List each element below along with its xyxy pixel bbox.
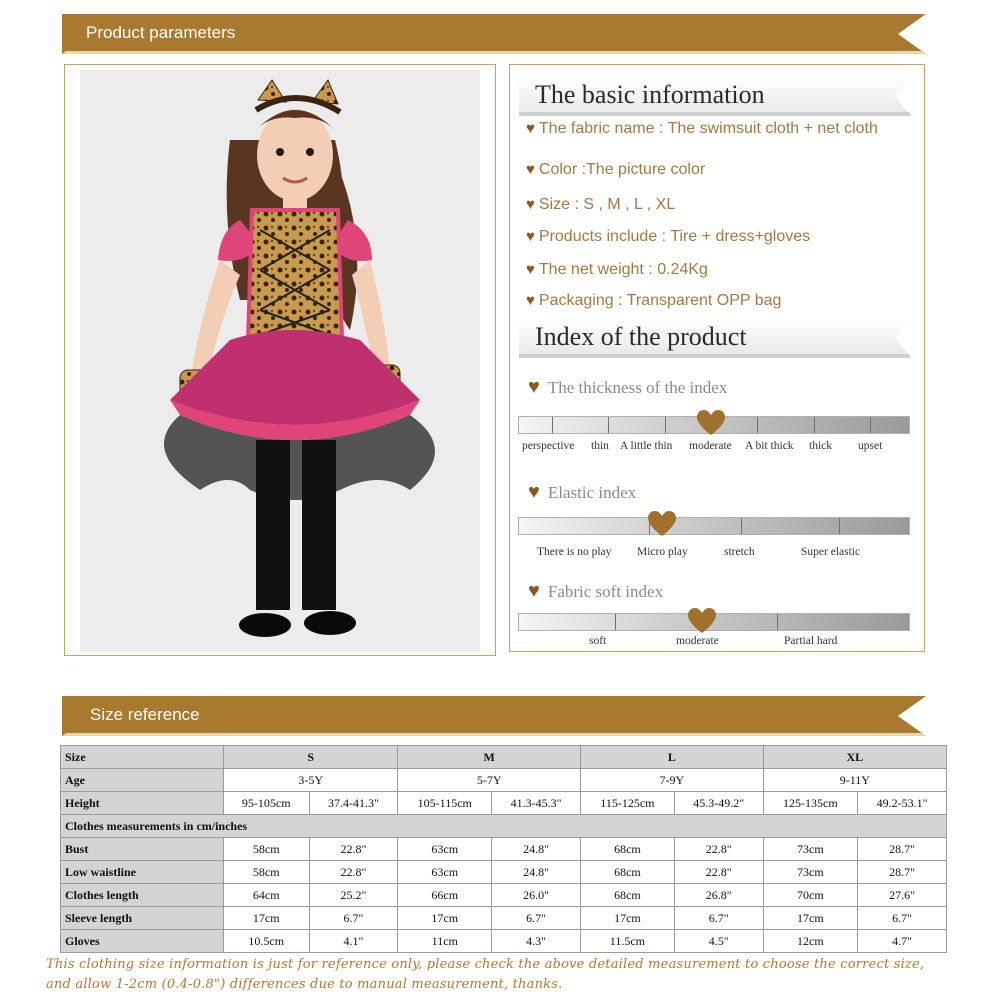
table-cell: 45.3-49.2" (674, 792, 763, 815)
table-cell: 24.8" (492, 861, 581, 884)
table-cell: 28.7" (858, 838, 947, 861)
soft-label-soft: soft (589, 635, 607, 647)
row-label: Bust (61, 838, 224, 861)
table-cell: 6.7" (858, 907, 947, 930)
info-color: ♥ Color :The picture color (526, 161, 706, 178)
thickness-label-thick: thick (809, 440, 832, 452)
thickness-label-upset: upset (858, 440, 883, 452)
basic-info-heading (519, 76, 911, 116)
table-cell: 22.8" (674, 861, 763, 884)
row-label: Size (61, 746, 224, 769)
table-cell: 115-125cm (581, 792, 675, 815)
table-cell: 4.7" (858, 930, 947, 953)
heart-icon: ♥ (528, 376, 540, 398)
scale-tick (870, 417, 871, 433)
table-cell: 66cm (398, 884, 492, 907)
scale-tick (552, 417, 553, 433)
table-cell: 70cm (763, 884, 857, 907)
table-cell: 12cm (763, 930, 857, 953)
info-includes: ♥ Products include : Tire + dress+gloves (526, 228, 811, 245)
table-cell: 41.3-45.3" (492, 792, 581, 815)
heart-icon: ♥ (526, 120, 535, 137)
banner-title: Size reference (90, 705, 200, 724)
table-cell: 7-9Y (581, 769, 764, 792)
table-cell: 22.8" (309, 838, 398, 861)
row-label: Age (61, 769, 224, 792)
scale-tick (615, 614, 616, 630)
table-cell: 28.7" (858, 861, 947, 884)
table-row-section (61, 815, 947, 838)
heart-icon: ♥ (528, 481, 540, 503)
row-label: Sleeve length (61, 907, 224, 930)
table-cell: 73cm (763, 838, 857, 861)
thickness-marker-heart-icon (697, 410, 725, 436)
heart-icon: ♥ (526, 196, 535, 213)
info-frame (509, 64, 925, 652)
table-cell: 6.7" (309, 907, 398, 930)
table-cell: 6.7" (492, 907, 581, 930)
table-cell: 63cm (398, 838, 492, 861)
scale-tick (839, 518, 840, 534)
size-reference-banner (62, 696, 926, 736)
index-title: Index of the product (535, 322, 747, 351)
table-row-low-waistline (61, 861, 947, 884)
info-weight: ♥ The net weight : 0.24Kg (526, 261, 708, 278)
table-row-height (61, 792, 947, 815)
soft-label-partial-hard: Partial hard (784, 635, 838, 647)
elastic-marker-heart-icon (648, 511, 676, 537)
table-cell: 24.8" (492, 838, 581, 861)
table-cell: 25.2" (309, 884, 398, 907)
elastic-scale-bar (518, 517, 910, 535)
table-cell: 58cm (224, 861, 310, 884)
thickness-label-thin: thin (591, 440, 609, 452)
table-cell: 22.8" (674, 838, 763, 861)
table-cell: 17cm (398, 907, 492, 930)
scale-tick (741, 518, 742, 534)
table-cell: 5-7Y (398, 769, 581, 792)
table-cell: 17cm (581, 907, 675, 930)
elastic-index-title: ♥ Elastic index (528, 481, 637, 503)
size-cell: M (398, 746, 581, 769)
size-cell: XL (763, 746, 946, 769)
table-cell: 22.8" (309, 861, 398, 884)
thickness-label-moderate: moderate (689, 440, 732, 452)
heart-icon: ♥ (526, 261, 535, 278)
table-cell: 68cm (581, 838, 675, 861)
scale-tick (777, 614, 778, 630)
girl-costume-illustration (80, 70, 480, 652)
table-row-bust (61, 838, 947, 861)
size-cell: L (581, 746, 764, 769)
thickness-label-perspective: perspective (522, 440, 575, 452)
table-cell: 63cm (398, 861, 492, 884)
elastic-label-stretch: stretch (724, 546, 755, 558)
size-table (60, 745, 947, 953)
scale-tick (665, 417, 666, 433)
size-cell: S (224, 746, 398, 769)
thickness-label-little-thin: A little thin (620, 440, 673, 452)
table-cell: 3-5Y (224, 769, 398, 792)
info-size: ♥ Size : S , M , L , XL (526, 196, 676, 213)
table-cell: 125-135cm (763, 792, 857, 815)
table-cell: 68cm (581, 884, 675, 907)
table-cell: 95-105cm (224, 792, 310, 815)
row-label: Gloves (61, 930, 224, 953)
heart-icon: ♥ (528, 580, 540, 602)
thickness-label-bit-thick: A bit thick (745, 440, 794, 452)
info-fabric: ♥ The fabric name : The swimsuit cloth + net cloth (526, 120, 878, 137)
table-cell: 6.7" (674, 907, 763, 930)
table-cell: 17cm (224, 907, 310, 930)
table-cell: 27.6" (858, 884, 947, 907)
scale-tick (608, 417, 609, 433)
table-cell: 11cm (398, 930, 492, 953)
soft-index-title: ♥ Fabric soft index (528, 580, 664, 602)
scale-tick (814, 417, 815, 433)
size-note-line-2: and allow 1-2cm (0.4-0.8") differences due to manual measurement, thanks. (46, 977, 563, 992)
table-cell: 17cm (763, 907, 857, 930)
table-row-sleeve-length (61, 907, 947, 930)
basic-info-title: The basic information (535, 80, 765, 109)
row-label: Low waistline (61, 861, 224, 884)
table-cell: 26.8" (674, 884, 763, 907)
table-cell: 11.5cm (581, 930, 675, 953)
table-cell: 49.2-53.1" (858, 792, 947, 815)
thickness-index-title: ♥ The thickness of the index (528, 376, 728, 398)
index-heading (519, 318, 911, 358)
elastic-label-micro-play: Micro play (637, 546, 688, 558)
info-packaging: ♥ Packaging : Transparent OPP bag (526, 292, 782, 309)
table-row-age (61, 769, 947, 792)
section-label: Clothes measurements in cm/inches (61, 815, 947, 838)
table-row-clothes-length (61, 884, 947, 907)
table-cell: 26.0" (492, 884, 581, 907)
elastic-label-super-elastic: Super elastic (801, 546, 861, 558)
table-cell: 64cm (224, 884, 310, 907)
size-note-line-1: This clothing size information is just for reference only, please check the above detailed measurement to choose the correct size, (46, 957, 925, 972)
table-row-gloves (61, 930, 947, 953)
table-cell: 73cm (763, 861, 857, 884)
table-cell: 105-115cm (398, 792, 492, 815)
heart-icon: ♥ (526, 228, 535, 245)
heart-icon: ♥ (526, 292, 535, 309)
product-parameters-banner (62, 14, 926, 54)
soft-marker-heart-icon (688, 608, 716, 634)
table-cell: 4.5" (674, 930, 763, 953)
row-label: Clothes length (61, 884, 224, 907)
table-cell: 10.5cm (224, 930, 310, 953)
table-cell: 4.1" (309, 930, 398, 953)
table-cell: 58cm (224, 838, 310, 861)
product-photo (80, 70, 480, 652)
elastic-label-no-play: There is no play (537, 546, 612, 558)
heart-icon: ♥ (526, 161, 535, 178)
table-cell: 9-11Y (763, 769, 946, 792)
soft-label-moderate: moderate (676, 635, 719, 647)
table-cell: 37.4-41.3" (309, 792, 398, 815)
row-label: Height (61, 792, 224, 815)
scale-tick (757, 417, 758, 433)
table-cell: 68cm (581, 861, 675, 884)
banner-title: Product parameters (86, 23, 236, 42)
table-row-size (61, 746, 947, 769)
table-cell: 4.3" (492, 930, 581, 953)
